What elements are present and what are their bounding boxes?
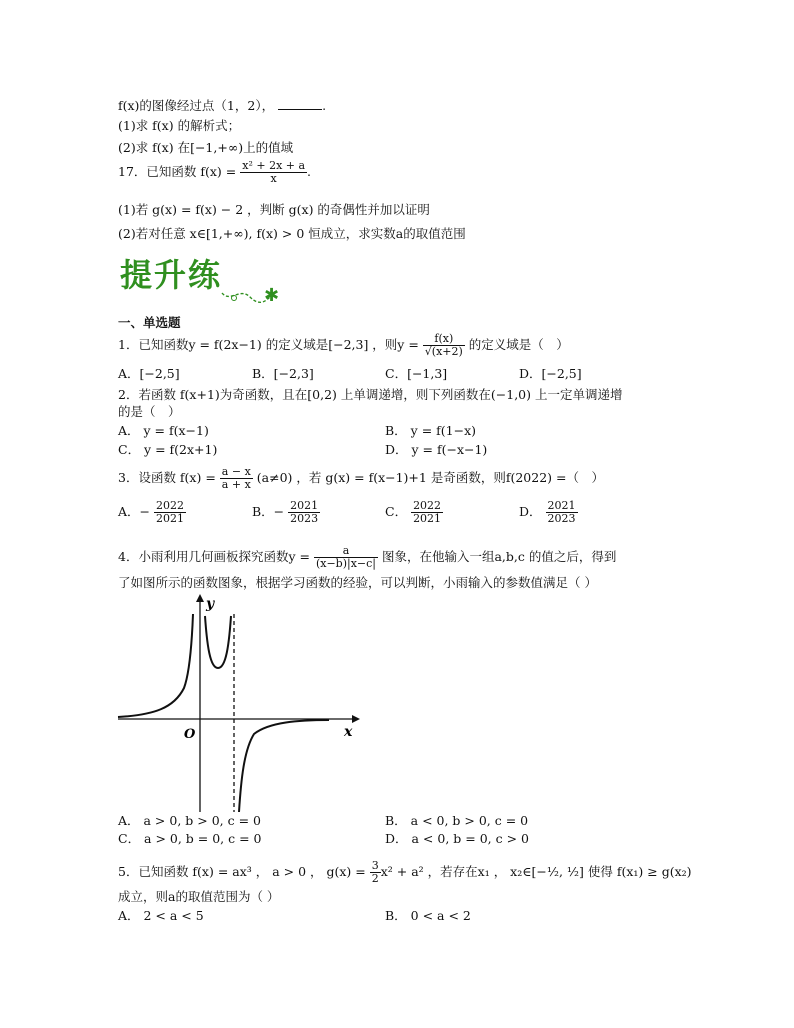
q17-fraction <box>240 160 307 185</box>
q4-fraction <box>314 545 378 570</box>
q3-option-c-label: C． <box>385 504 408 519</box>
q1-numerator: f(x) <box>423 333 465 346</box>
q4-denominator: (x−b)|x−c| <box>315 557 376 570</box>
q1-option-d[interactable]: D．[−2,5] <box>519 366 582 381</box>
svg-text:✱: ✱ <box>264 285 280 306</box>
graph-origin-label: O <box>184 727 196 742</box>
q3-option-c-num: 2022 <box>413 499 442 512</box>
q5-denominator: 2 <box>371 872 379 885</box>
q3-option-a-den: 2021 <box>156 512 184 525</box>
q3-stem <box>118 466 604 491</box>
q5-stem-1 <box>118 860 692 885</box>
q17-numerator: x² + 2x + a <box>242 159 306 172</box>
x-axis-arrow-icon <box>352 715 360 723</box>
q5-option-b[interactable]: B． 0 < a < 2 <box>385 908 471 923</box>
q3-option-d-den: 2023 <box>547 512 576 525</box>
q3-option-b-den: 2023 <box>290 512 319 525</box>
q4-option-d[interactable]: D． a < 0, b = 0, c > 0 <box>385 831 529 846</box>
q1-option-b[interactable]: B．[−2,3] <box>252 366 314 381</box>
graph-x-label: x <box>344 724 353 740</box>
q3-option-c-den: 2021 <box>413 512 442 525</box>
q3-fraction <box>220 466 253 491</box>
section-title: 一、单选题 <box>118 315 181 330</box>
q2-option-d[interactable]: D． y = f(−x−1) <box>385 442 488 457</box>
q4-option-a[interactable]: A． a > 0, b > 0, c = 0 <box>118 813 261 828</box>
q1-text-a: 1．已知函数y = f(2x−1) 的定义域是[−2,3] ，则y = <box>118 337 419 352</box>
q17-end: . <box>307 164 312 179</box>
q4-text-b: 图象，在他输入一组a,b,c 的值之后，得到 <box>381 549 617 564</box>
q5-stem-2: 成立，则a的取值范围为（ ） <box>118 889 280 904</box>
q1-denominator: √(x+2) <box>424 345 463 358</box>
y-axis-arrow-icon <box>196 594 204 602</box>
q3-option-c-fraction <box>411 500 443 525</box>
q3-denominator: a + x <box>221 478 251 491</box>
q3-option-a[interactable] <box>118 500 186 525</box>
top-line-1 <box>118 97 326 114</box>
top-line-3: (2)求 f(x) 在[−1,+∞)上的值域 <box>118 140 294 155</box>
q2-stem-1: 2．若函数 f(x+1)为奇函数，且在[0,2) 上单调递增，则下列函数在(−1,0) 上一定单调递增 <box>118 387 623 402</box>
q3-option-c[interactable] <box>385 500 443 525</box>
q3-option-d-label: D． <box>519 504 542 519</box>
q3-option-a-label: A．− <box>118 504 151 519</box>
q5-fraction <box>370 860 381 885</box>
q4-option-c[interactable]: C． a > 0, b = 0, c = 0 <box>118 831 262 846</box>
q3-option-d-fraction <box>546 500 578 525</box>
q3-option-a-num: 2022 <box>156 499 184 512</box>
q17-intro-text: 17．已知函数 f(x) = <box>118 164 237 179</box>
q3-option-b-fraction <box>288 500 320 525</box>
q17-part-1: (1)若 g(x) = f(x) − 2 ，判断 g(x) 的奇偶性并加以证明 <box>118 202 430 217</box>
q4-stem-1 <box>118 545 616 570</box>
q5-numerator: 3 <box>371 859 379 872</box>
q2-option-c[interactable]: C． y = f(2x+1) <box>118 442 218 457</box>
q1-option-c[interactable]: C．[−1,3] <box>385 366 448 381</box>
q5-text-a: 5．已知函数 f(x) = ax³ ， a > 0 ， g(x) = <box>118 864 366 879</box>
q3-option-b-label: B．− <box>252 504 285 519</box>
q5-text-b: x² + a² ，若存在x₁ ， x₂∈[−½, ½] 使得 f(x₁) ≥ g(x₂) <box>380 864 692 879</box>
q3-option-b-num: 2021 <box>290 499 319 512</box>
q1-fraction <box>423 333 465 358</box>
q3-numerator: a − x <box>221 465 251 478</box>
q1-stem <box>118 333 569 358</box>
q4-option-b[interactable]: B． a < 0, b > 0, c = 0 <box>385 813 529 828</box>
q1-option-a[interactable]: A．[−2,5] <box>118 366 180 381</box>
graph-y-label: y <box>206 596 215 612</box>
curve-right-branch <box>239 720 329 812</box>
q4-stem-2: 了如图所示的函数图象，根据学习函数的经验，可以判断，小雨输入的参数值满足（ ） <box>118 575 597 590</box>
top-line-1-end: . <box>322 98 327 113</box>
q2-option-b[interactable]: B． y = f(1−x) <box>385 423 476 438</box>
brand-title: 提升练 <box>120 256 223 294</box>
q3-text-a: 3．设函数 f(x) = <box>118 470 216 485</box>
curve-left-branch <box>118 614 193 717</box>
answer-blank <box>278 97 322 110</box>
q17-denominator: x <box>270 172 277 185</box>
q3-option-a-fraction <box>154 500 186 525</box>
q4-function-graph <box>114 590 364 816</box>
top-line-2: (1)求 f(x) 的解析式； <box>118 118 241 133</box>
q3-option-b[interactable] <box>252 500 320 525</box>
q5-option-a[interactable]: A． 2 < a < 5 <box>118 908 204 923</box>
decoration-swirl-icon <box>220 285 280 307</box>
q4-numerator: a <box>314 545 378 558</box>
q3-option-d[interactable] <box>519 500 578 525</box>
q1-text-b: 的定义域是（ ） <box>468 337 569 352</box>
curve-middle-branch <box>205 616 231 668</box>
q4-text-a: 4．小雨利用几何画板探究函数y = <box>118 549 310 564</box>
q2-option-a[interactable]: A． y = f(x−1) <box>118 423 209 438</box>
q3-option-d-num: 2021 <box>547 499 576 512</box>
q17-intro <box>118 160 311 185</box>
q2-stem-2: 的是（ ） <box>118 404 181 419</box>
q17-part-2: (2)若对任意 x∈[1,+∞), f(x) > 0 恒成立，求实数a的取值范围 <box>118 226 466 241</box>
q3-text-b: (a≠0) ，若 g(x) = f(x−1)+1 是奇函数，则f(2022) =（ ） <box>256 470 604 485</box>
top-line-1-text: f(x)的图像经过点（1，2）， <box>118 98 275 113</box>
